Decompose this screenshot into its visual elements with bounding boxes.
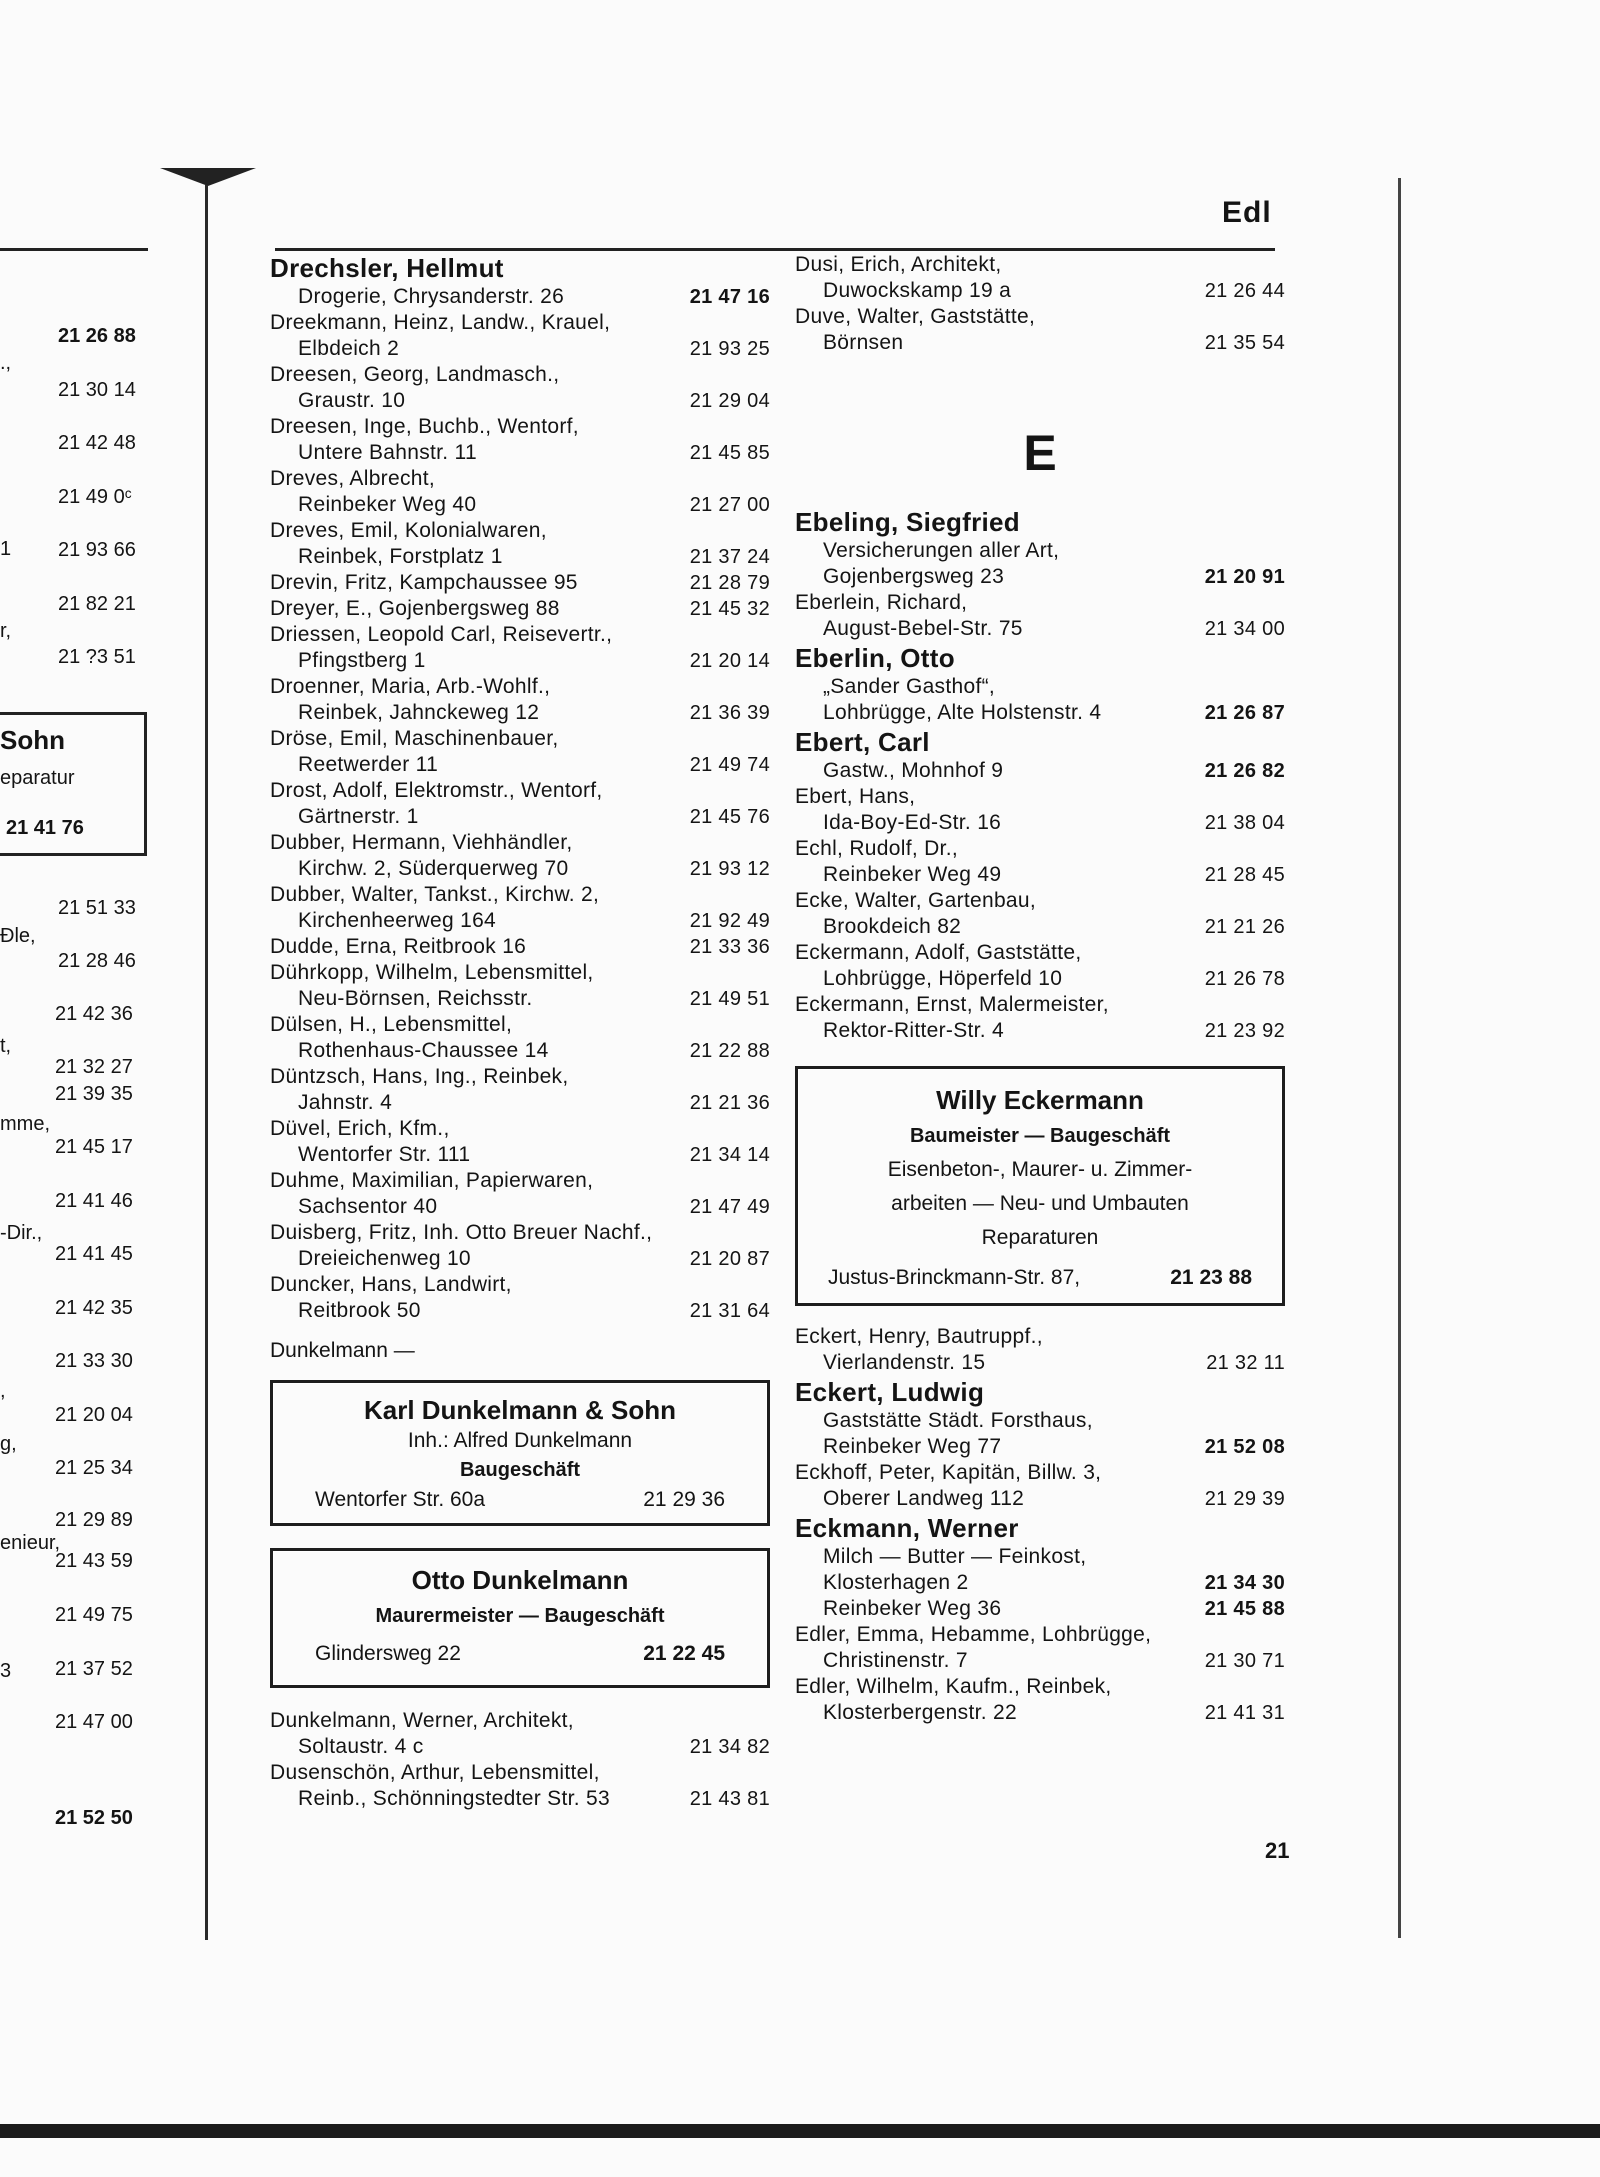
entry-phone: 21 27 00 — [689, 494, 770, 516]
directory-entry — [270, 1168, 770, 1220]
left-page-fragment-text: t, — [0, 1035, 12, 1057]
directory-entry — [270, 362, 770, 414]
entry-name: Eberlein, Richard, — [795, 591, 968, 614]
directory-entry — [270, 596, 770, 622]
entry-detail: Lohbrügge, Alte Holstenstr. 4 — [823, 701, 1102, 724]
entry-phone: 21 45 85 — [689, 442, 770, 464]
left-page-fragment-text: mme, — [0, 1113, 50, 1135]
entry-name: Duhme, Maximilian, Papierwaren, — [270, 1169, 594, 1192]
directory-entry — [795, 506, 1285, 590]
left-page-phone: 21 30 14 — [58, 379, 136, 401]
directory-entry — [270, 1064, 770, 1116]
entry-detail: Dreieichenweg 10 — [298, 1247, 471, 1270]
entry-detail: Gastw., Mohnhof 9 — [823, 759, 1004, 782]
entry-phone: 21 20 87 — [689, 1248, 770, 1270]
directory-entry — [795, 992, 1285, 1044]
entry-detail: Klosterbergenstr. 22 — [823, 1701, 1017, 1724]
ad-line: eparatur — [0, 767, 75, 789]
directory-entry — [270, 934, 770, 960]
left-page-phone: 21 52 50 — [55, 1807, 133, 1829]
left-page-phone: 21 33 30 — [55, 1350, 133, 1372]
left-page-phone: 21 20 04 — [55, 1404, 133, 1426]
entry-phone: 21 30 71 — [1204, 1650, 1285, 1672]
entry-name: Dubber, Walter, Tankst., Kirchw. 2, — [270, 883, 600, 906]
left-page-fragment-text: 1 — [0, 538, 12, 560]
ad-title: Otto Dunkelmann — [411, 1565, 629, 1595]
entry-name: Dröse, Emil, Maschinenbauer, — [270, 727, 559, 750]
ad-address: Wentorfer Str. 60a — [315, 1488, 486, 1511]
left-page-fragment-text: 3 — [0, 1660, 12, 1682]
directory-entry — [270, 1220, 770, 1272]
left-page-phone: 21 26 88 — [58, 325, 136, 347]
ad-owner: Inh.: Alfred Dunkelmann — [407, 1429, 633, 1452]
entry-name: Dusenschön, Arthur, Lebensmittel, — [270, 1761, 600, 1784]
left-page-phone: 21 49 0ᶜ — [58, 486, 132, 508]
entry-detail: Pfingstberg 1 — [298, 649, 426, 672]
entry-phone: 21 43 81 — [689, 1788, 770, 1810]
entry-phone: 21 35 54 — [1204, 332, 1285, 354]
directory-entry — [795, 784, 1285, 836]
entry-phone: 21 34 14 — [689, 1144, 770, 1166]
entry-phone: 21 31 64 — [689, 1300, 770, 1322]
entry-name: Dudde, Erna, Reitbrook 16 — [270, 935, 527, 958]
ad-line: arbeiten — Neu- und Umbauten — [891, 1192, 1189, 1215]
ad-trade: Baumeister — Baugeschäft — [909, 1125, 1171, 1147]
entry-detail: Christinenstr. 7 — [823, 1649, 968, 1672]
entry-detail: Rothenhaus-Chaussee 14 — [298, 1039, 549, 1062]
entry-detail: Versicherungen aller Art, — [823, 539, 1060, 562]
entry-detail: Reinb., Schönningstedter Str. 53 — [298, 1787, 610, 1810]
left-page-fragment-text: r, — [0, 620, 12, 642]
entry-detail: Reinbeker Weg 49 — [823, 863, 1002, 886]
left-page-rule — [0, 248, 148, 251]
entry-detail: Kirchw. 2, Süderquerweg 70 — [298, 857, 569, 880]
scan-border — [0, 2124, 1600, 2138]
entry-detail: Gaststätte Städt. Forsthaus, — [823, 1409, 1093, 1432]
binding-mark — [160, 168, 256, 186]
entry-detail: Reinbeker Weg 36 — [823, 1597, 1002, 1620]
entry-phone: 21 49 51 — [689, 988, 770, 1010]
directory-entry — [795, 252, 1285, 304]
directory-entry — [795, 836, 1285, 888]
directory-entry — [795, 1622, 1285, 1674]
entry-detail: „Sander Gasthof“, — [823, 675, 996, 698]
ad-title: Karl Dunkelmann & Sohn — [363, 1395, 677, 1425]
entry-detail: Sachsentor 40 — [298, 1195, 438, 1218]
entry-phone: 21 37 24 — [689, 546, 770, 568]
directory-entry — [270, 882, 770, 934]
entry-detail: Reinbeker Weg 40 — [298, 493, 477, 516]
ad-name: Sohn — [0, 725, 65, 755]
entry-name: Dreyer, E., Gojenbergsweg 88 — [270, 597, 560, 620]
entry-phone: 21 93 12 — [689, 858, 770, 880]
directory-entry — [795, 1376, 1285, 1460]
entry-name: Eckhoff, Peter, Kapitän, Billw. 3, — [795, 1461, 1102, 1484]
directory-entry — [795, 1324, 1285, 1376]
left-page-phone: 21 29 89 — [55, 1509, 133, 1531]
entry-detail: Ida-Boy-Ed-Str. 16 — [823, 811, 1002, 834]
left-page-phone: 21 41 46 — [55, 1190, 133, 1212]
ad-phone: 21 29 36 — [643, 1488, 725, 1511]
entry-phone: 21 21 36 — [689, 1092, 770, 1114]
entry-phone: 21 26 44 — [1204, 280, 1285, 302]
left-page-phone: 21 43 59 — [55, 1550, 133, 1572]
entry-name: Dubber, Hermann, Viehhändler, — [270, 831, 573, 854]
entry-phone: 21 29 39 — [1204, 1488, 1285, 1510]
directory-entry — [270, 622, 770, 674]
ad-trade: Baugeschäft — [459, 1459, 581, 1481]
entry-phone: 21 28 79 — [689, 572, 770, 594]
directory-entry — [270, 570, 770, 596]
entry-phone: 21 45 76 — [689, 806, 770, 828]
left-page-phone: 21 49 75 — [55, 1604, 133, 1626]
left-page-ad-box — [0, 712, 147, 856]
entry-phone: 21 92 49 — [689, 910, 770, 932]
entry-name: Ebeling, Siegfried — [795, 507, 1020, 537]
entry-detail: Vierlandenstr. 15 — [823, 1351, 986, 1374]
entry-detail: Untere Bahnstr. 11 — [298, 441, 477, 464]
entry-detail: Graustr. 10 — [298, 389, 406, 412]
directory-entry — [270, 466, 770, 518]
left-page-phone: 21 28 46 — [58, 950, 136, 972]
entry-detail: Lohbrügge, Höperfeld 10 — [823, 967, 1063, 990]
left-page-phone: 21 41 45 — [55, 1243, 133, 1265]
entry-phone: 21 36 39 — [689, 702, 770, 724]
directory-entry — [795, 642, 1285, 726]
entry-name: Dreves, Emil, Kolonialwaren, — [270, 519, 547, 542]
left-page-phone: 21 37 52 — [55, 1658, 133, 1680]
directory-entry — [270, 1708, 770, 1760]
directory-entry — [270, 1272, 770, 1324]
entry-name: Duisberg, Fritz, Inh. Otto Breuer Nachf., — [270, 1221, 653, 1244]
entry-name: Duve, Walter, Gaststätte, — [795, 305, 1036, 328]
entry-detail: Gojenbergsweg 23 — [823, 565, 1005, 588]
entry-name: Duncker, Hans, Landwirt, — [270, 1273, 512, 1296]
entry-phone: 21 29 04 — [689, 390, 770, 412]
left-page-fragment-text: enieur, — [0, 1532, 61, 1554]
ad-title: Willy Eckermann — [936, 1085, 1144, 1115]
left-page-fragment-text: g, — [0, 1433, 17, 1455]
directory-entry — [270, 1760, 770, 1812]
entry-name: Düvel, Erich, Kfm., — [270, 1117, 450, 1140]
directory-entry — [270, 960, 770, 1012]
left-page-fragment-text: , — [0, 1380, 6, 1402]
entry-name: Edler, Emma, Hebamme, Lohbrügge, — [795, 1623, 1152, 1646]
ad-phone: 21 22 45 — [643, 1642, 725, 1665]
entry-detail: Wentorfer Str. 111 — [298, 1143, 471, 1166]
entry-name: Drevin, Fritz, Kampchaussee 95 — [270, 571, 578, 594]
ad-phone: 21 23 88 — [1170, 1266, 1252, 1289]
entry-phone: 21 23 92 — [1204, 1020, 1285, 1042]
entry-phone: 21 47 16 — [689, 286, 770, 308]
directory-entry — [270, 310, 770, 362]
left-page-fragment-text: Đle, — [0, 925, 36, 947]
entry-list — [795, 252, 1285, 356]
left-page-fragment-text: -Dir., — [0, 1222, 43, 1244]
directory-entry — [795, 1674, 1285, 1726]
directory-entry — [270, 726, 770, 778]
entry-detail: Brookdeich 82 — [823, 915, 962, 938]
entry-name: Dreesen, Georg, Landmasch., — [270, 363, 560, 386]
left-page-phone: 21 82 21 — [58, 593, 136, 615]
ad-address: Justus-Brinckmann-Str. 87, — [828, 1266, 1081, 1289]
directory-entry — [795, 1512, 1285, 1622]
entry-detail: Kirchenheerweg 164 — [298, 909, 497, 932]
entry-name: Droenner, Maria, Arb.-Wohlf., — [270, 675, 551, 698]
entry-detail: Gärtnerstr. 1 — [298, 805, 419, 828]
entry-phone: 21 34 00 — [1204, 618, 1285, 640]
directory-entry — [270, 674, 770, 726]
entry-name: Dreesen, Inge, Buchb., Wentorf, — [270, 415, 579, 438]
ad-karl-dunkelmann — [270, 1380, 770, 1526]
entry-name: Edler, Wilhelm, Kaufm., Reinbek, — [795, 1675, 1112, 1698]
ad-willy-eckermann — [795, 1066, 1285, 1306]
entry-list — [270, 252, 770, 1324]
entry-detail: Börnsen — [823, 331, 904, 354]
left-page-phone: 21 42 36 — [55, 1003, 133, 1025]
directory-entry — [270, 414, 770, 466]
directory-entry — [795, 304, 1285, 356]
entry-list — [795, 1324, 1285, 1726]
left-page-fragment-text: ., — [0, 352, 12, 374]
entry-phone: 21 32 11 — [1206, 1352, 1285, 1374]
entry-detail: Rektor-Ritter-Str. 4 — [823, 1019, 1005, 1042]
entry-name: Düntzsch, Hans, Ing., Reinbek, — [270, 1065, 569, 1088]
left-page-phone: 21 39 35 — [55, 1083, 133, 1105]
entry-detail: Milch — Butter — Feinkost, — [823, 1545, 1087, 1568]
entry-phone: 21 20 91 — [1204, 566, 1285, 588]
entry-name: Eckmann, Werner — [795, 1513, 1019, 1543]
directory-entry — [795, 1460, 1285, 1512]
entry-phone: 21 52 08 — [1204, 1436, 1285, 1458]
entry-name: Ebert, Carl — [795, 727, 930, 757]
page-edge — [1398, 178, 1401, 1938]
directory-entry — [795, 726, 1285, 784]
entry-phone: 21 28 45 — [1204, 864, 1285, 886]
entry-name: Driessen, Leopold Carl, Reisevertr., — [270, 623, 613, 646]
left-page-phone: 21 45 17 — [55, 1136, 133, 1158]
column-left — [270, 252, 770, 1812]
entry-detail: Reinbek, Forstplatz 1 — [298, 545, 503, 568]
directory-entry — [270, 1116, 770, 1168]
entry-name: Drechsler, Hellmut — [270, 253, 504, 283]
entry-name: Ecke, Walter, Gartenbau, — [795, 889, 1037, 912]
left-page-phone: 21 42 48 — [58, 432, 136, 454]
entry-name: Drost, Adolf, Elektromstr., Wentorf, — [270, 779, 603, 802]
left-page-phone: 21 32 27 — [55, 1056, 133, 1078]
page-number: 21 — [1265, 1838, 1290, 1863]
running-header: Edl — [1222, 196, 1272, 229]
entry-phone: 21 34 30 — [1204, 1572, 1285, 1594]
entry-name: Eckermann, Adolf, Gaststätte, — [795, 941, 1082, 964]
header-rule — [275, 248, 1275, 251]
entry-phone: 21 93 25 — [689, 338, 770, 360]
ad-phone: 21 41 76 — [6, 817, 84, 839]
ad-line: Reparaturen — [981, 1226, 1099, 1249]
left-page-phone: 21 93 66 — [58, 539, 136, 561]
directory-entry — [270, 252, 770, 310]
entry-detail: Soltaustr. 4 c — [298, 1735, 424, 1758]
entry-phone: 21 47 49 — [689, 1196, 770, 1218]
left-page-phone: 21 25 34 — [55, 1457, 133, 1479]
directory-entry — [270, 1012, 770, 1064]
left-page-phone: 21 51 33 — [58, 897, 136, 919]
left-page-phone: 21 47 00 — [55, 1711, 133, 1733]
entry-detail: Jahnstr. 4 — [298, 1091, 393, 1114]
section-letter: E — [1023, 425, 1057, 481]
entry-detail: Reinbeker Weg 77 — [823, 1435, 1002, 1458]
entry-phone: 21 20 14 — [689, 650, 770, 672]
entry-detail: August-Bebel-Str. 75 — [823, 617, 1023, 640]
directory-entry — [270, 778, 770, 830]
entry-detail: Elbdeich 2 — [298, 337, 400, 360]
entry-phone: 21 41 31 — [1204, 1702, 1285, 1724]
directory-entry — [795, 590, 1285, 642]
column-right — [795, 252, 1285, 1726]
entry-list — [795, 506, 1285, 1044]
entry-name: Dreves, Albrecht, — [270, 467, 435, 490]
entry-detail: Reetwerder 11 — [298, 753, 439, 776]
entry-name: Dunkelmann, Werner, Architekt, — [270, 1709, 574, 1732]
entry-detail: Oberer Landweg 112 — [823, 1487, 1025, 1510]
dunkelmann-crossref: Dunkelmann — — [270, 1339, 415, 1362]
entry-detail: Reinbek, Jahnckeweg 12 — [298, 701, 540, 724]
entry-phone: 21 34 82 — [689, 1736, 770, 1758]
entry-detail: Klosterhagen 2 — [823, 1571, 969, 1594]
entry-name: Echl, Rudolf, Dr., — [795, 837, 958, 860]
directory-entry — [270, 518, 770, 570]
ad-otto-dunkelmann — [270, 1548, 770, 1688]
entry-phone: 21 33 36 — [689, 936, 770, 958]
left-page-phone: 21 ?3 51 — [58, 646, 136, 668]
entry-name: Dusi, Erich, Architekt, — [795, 253, 1002, 276]
entry-name: Dührkopp, Wilhelm, Lebensmittel, — [270, 961, 594, 984]
entry-detail: Neu-Börnsen, Reichsstr. — [298, 987, 533, 1010]
entry-phone: 21 26 78 — [1204, 968, 1285, 990]
entry-name: Eckermann, Ernst, Malermeister, — [795, 993, 1109, 1016]
entry-phone: 21 22 88 — [689, 1040, 770, 1062]
entry-name: Dreekmann, Heinz, Landw., Krauel, — [270, 311, 611, 334]
entry-name: Dülsen, H., Lebensmittel, — [270, 1013, 513, 1036]
entry-phone: 21 49 74 — [689, 754, 770, 776]
entry-detail: Drogerie, Chrysanderstr. 26 — [298, 285, 565, 308]
directory-entry — [795, 940, 1285, 992]
entry-phone: 21 45 88 — [1204, 1598, 1285, 1620]
entry-phone: 21 21 26 — [1204, 916, 1285, 938]
entry-phone: 21 38 04 — [1204, 812, 1285, 834]
directory-entry — [270, 830, 770, 882]
entry-phone: 21 45 32 — [689, 598, 770, 620]
ad-trade: Maurermeister — Baugeschäft — [375, 1605, 665, 1627]
entry-name: Ebert, Hans, — [795, 785, 916, 808]
entry-phone: 21 26 82 — [1204, 760, 1285, 782]
entry-detail: Duwockskamp 19 a — [823, 279, 1012, 302]
ad-line: Eisenbeton-, Maurer- u. Zimmer- — [887, 1158, 1193, 1181]
ad-address: Glindersweg 22 — [315, 1642, 461, 1665]
entry-name: Eckert, Henry, Bautruppf., — [795, 1325, 1043, 1348]
gutter-line — [205, 185, 208, 1940]
directory-entry — [795, 888, 1285, 940]
entry-name: Eberlin, Otto — [795, 643, 955, 673]
entry-name: Eckert, Ludwig — [795, 1377, 985, 1407]
entry-detail: Reitbrook 50 — [298, 1299, 421, 1322]
left-page-phone: 21 42 35 — [55, 1297, 133, 1319]
entry-list — [270, 1708, 770, 1812]
entry-phone: 21 26 87 — [1204, 702, 1285, 724]
